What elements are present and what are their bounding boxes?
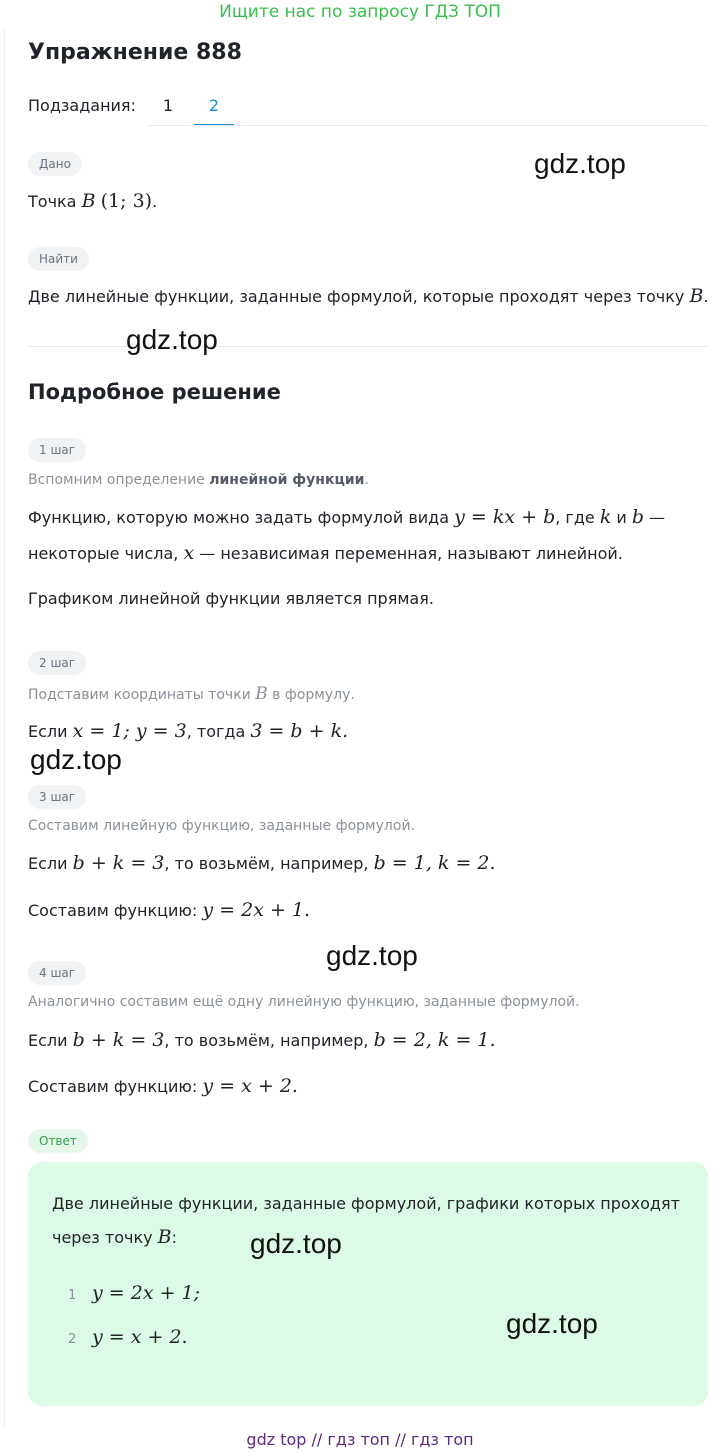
step-2-badge: 2 шаг [28, 651, 86, 675]
subtask-tab-2[interactable]: 2 [194, 96, 234, 115]
watermark: gdz.top [506, 1308, 598, 1339]
step-1-line-3: Графиком линейной функции является прямая. [28, 589, 434, 608]
subtasks-label: Подзадания: [28, 96, 136, 115]
step-4-note: Аналогично составим ещё одну линейную функцию, заданные формулой. [28, 994, 580, 1010]
solution-heading: Подробное решение [28, 380, 281, 404]
watermark: gdz.top [126, 324, 218, 355]
watermark: gdz.top [250, 1228, 342, 1259]
given-badge: Дано [28, 152, 82, 176]
answer-item: 2 y = x + 2. [68, 1326, 188, 1348]
step-4-badge: 4 шаг [28, 961, 86, 985]
step-2-line: Если x = 1; y = 3, тогда 3 = b + k. [28, 720, 349, 742]
watermark: gdz.top [534, 148, 626, 179]
step-3-line-2: Составим функцию: y = 2x + 1. [28, 899, 311, 921]
step-1-line-2: некоторые числа, x — независимая переменная, называют линейной. [28, 542, 623, 564]
subtask-tab-1[interactable]: 1 [162, 96, 174, 115]
find-badge: Найти [28, 247, 89, 271]
step-3-badge: 3 шаг [28, 785, 86, 809]
step-3-note: Составим линейную функцию, заданные формулой. [28, 818, 415, 834]
step-4-line-2: Составим функцию: y = x + 2. [28, 1075, 298, 1097]
step-1-badge: 1 шаг [28, 438, 86, 462]
page-title: Упражнение 888 [28, 40, 242, 65]
answer-text-line-1: Две линейные функции, заданные формулой, графики которых проходят [52, 1194, 680, 1213]
find-text: Две линейные функции, заданные формулой, которые проходят через точку B. [28, 285, 709, 307]
answer-item: 1 y = 2x + 1; [68, 1282, 201, 1304]
answer-text-line-2: через точку B: [52, 1226, 178, 1248]
subtasks-bar [28, 92, 708, 126]
footer-links[interactable]: gdz top // гдз топ // гдз топ [246, 1430, 474, 1449]
top-banner[interactable]: Ищите нас по запросу ГДЗ ТОП [219, 2, 501, 22]
answer-badge: Ответ [28, 1129, 88, 1153]
step-4-line-1: Если b + k = 3, то возьмём, например, b = 2, k = 1. [28, 1029, 496, 1051]
left-border [4, 28, 5, 1428]
step-1-note: Вспомним определение линейной функции. [28, 472, 369, 488]
given-text: Точка B (1; 3). [28, 190, 158, 212]
answer-box [28, 1162, 708, 1406]
tabs-underline [148, 125, 708, 126]
watermark: gdz.top [30, 744, 122, 775]
watermark: gdz.top [326, 940, 418, 971]
step-1-line-1: Функцию, которую можно задать формулой вида y = kx + b, где k и b — [28, 506, 666, 528]
step-2-note: Подставим координаты точки B в формулу. [28, 684, 355, 704]
step-3-line-1: Если b + k = 3, то возьмём, например, b = 1, k = 2. [28, 852, 496, 874]
